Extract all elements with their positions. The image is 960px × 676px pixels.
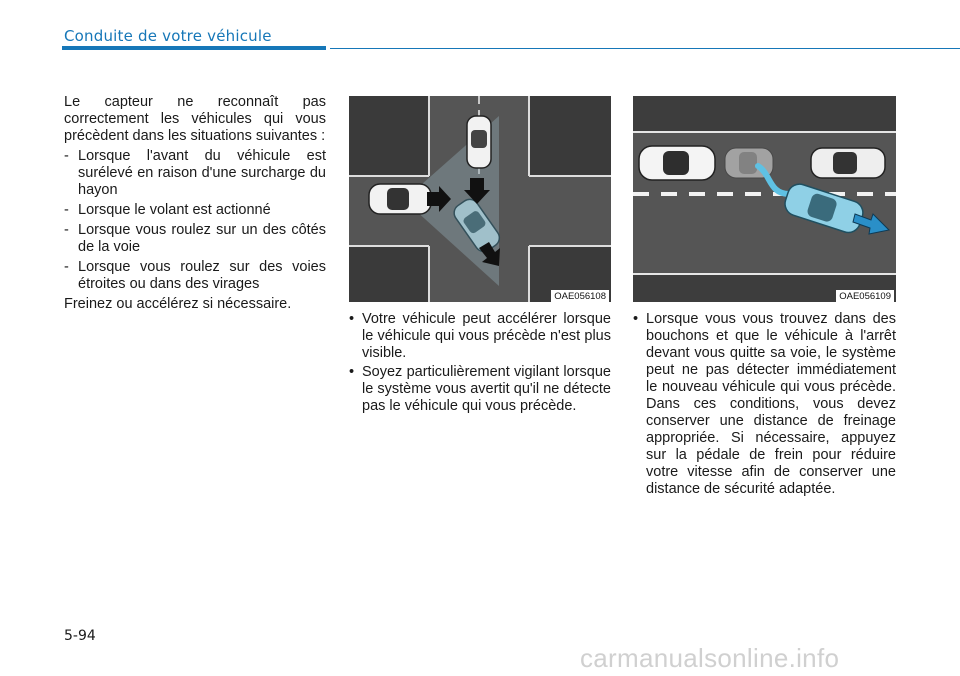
list-item: • Lorsque vous vous trouvez dans des bouchons et que le véhicule à l'arrêt devant vous quitte sa voie, le système peut ne pas détecter immédiatement le nouveau véhicule qui vous précède. Dans ces conditions, vous devez conserver une distance de freinage appropriée. Si nécessaire, appuyez sur la pédale de frein pour réduire votre vitesse afin de conserver une distance de sécurité adaptée.: [633, 311, 896, 498]
intro-paragraph: Le capteur ne reconnaît pas correctement les véhicules qui vous précèdent dans les situations suivantes :: [64, 94, 326, 144]
car-icon: [369, 184, 431, 214]
list-item: • Soyez particulièrement vigilant lorsque le système vous avertit qu'il ne détecte pas le véhicule qui vous précède.: [349, 364, 611, 415]
figure-code: OAE056108: [551, 290, 609, 302]
list-item: - Lorsque l'avant du véhicule est surélevé en raison d'une surcharge du hayon: [64, 148, 326, 199]
closing-paragraph: Freinez ou accélérez si nécessaire.: [64, 296, 292, 312]
bullet-list: [349, 311, 611, 415]
intersection-illustration: [349, 96, 611, 302]
right-column: [633, 311, 896, 500]
page-number: 5-94: [64, 628, 96, 644]
list-item: - Lorsque vous roulez sur des voies étroites ou dans des virages: [64, 259, 326, 293]
list-item: - Lorsque le volant est actionné: [64, 202, 326, 219]
header-rule-accent: [62, 46, 326, 50]
car-icon: [639, 146, 715, 180]
car-icon: [811, 148, 885, 178]
list-item: - Lorsque vous roulez sur un des côtés de la voie: [64, 222, 326, 256]
list-item: • Votre véhicule peut accélérer lorsque le véhicule qui vous précède n'est plus visible.: [349, 311, 611, 362]
situation-list: [64, 148, 326, 293]
car-icon: [467, 116, 491, 168]
watermark: carmanualsonline.info: [580, 643, 840, 673]
figure-code: OAE056109: [836, 290, 894, 302]
bullet-list: [633, 311, 896, 498]
left-column: [64, 94, 326, 313]
middle-column: [349, 311, 611, 417]
lane-change-illustration: [633, 96, 896, 302]
header-rule: [330, 48, 960, 49]
section-title: Conduite de votre véhicule: [64, 27, 272, 45]
